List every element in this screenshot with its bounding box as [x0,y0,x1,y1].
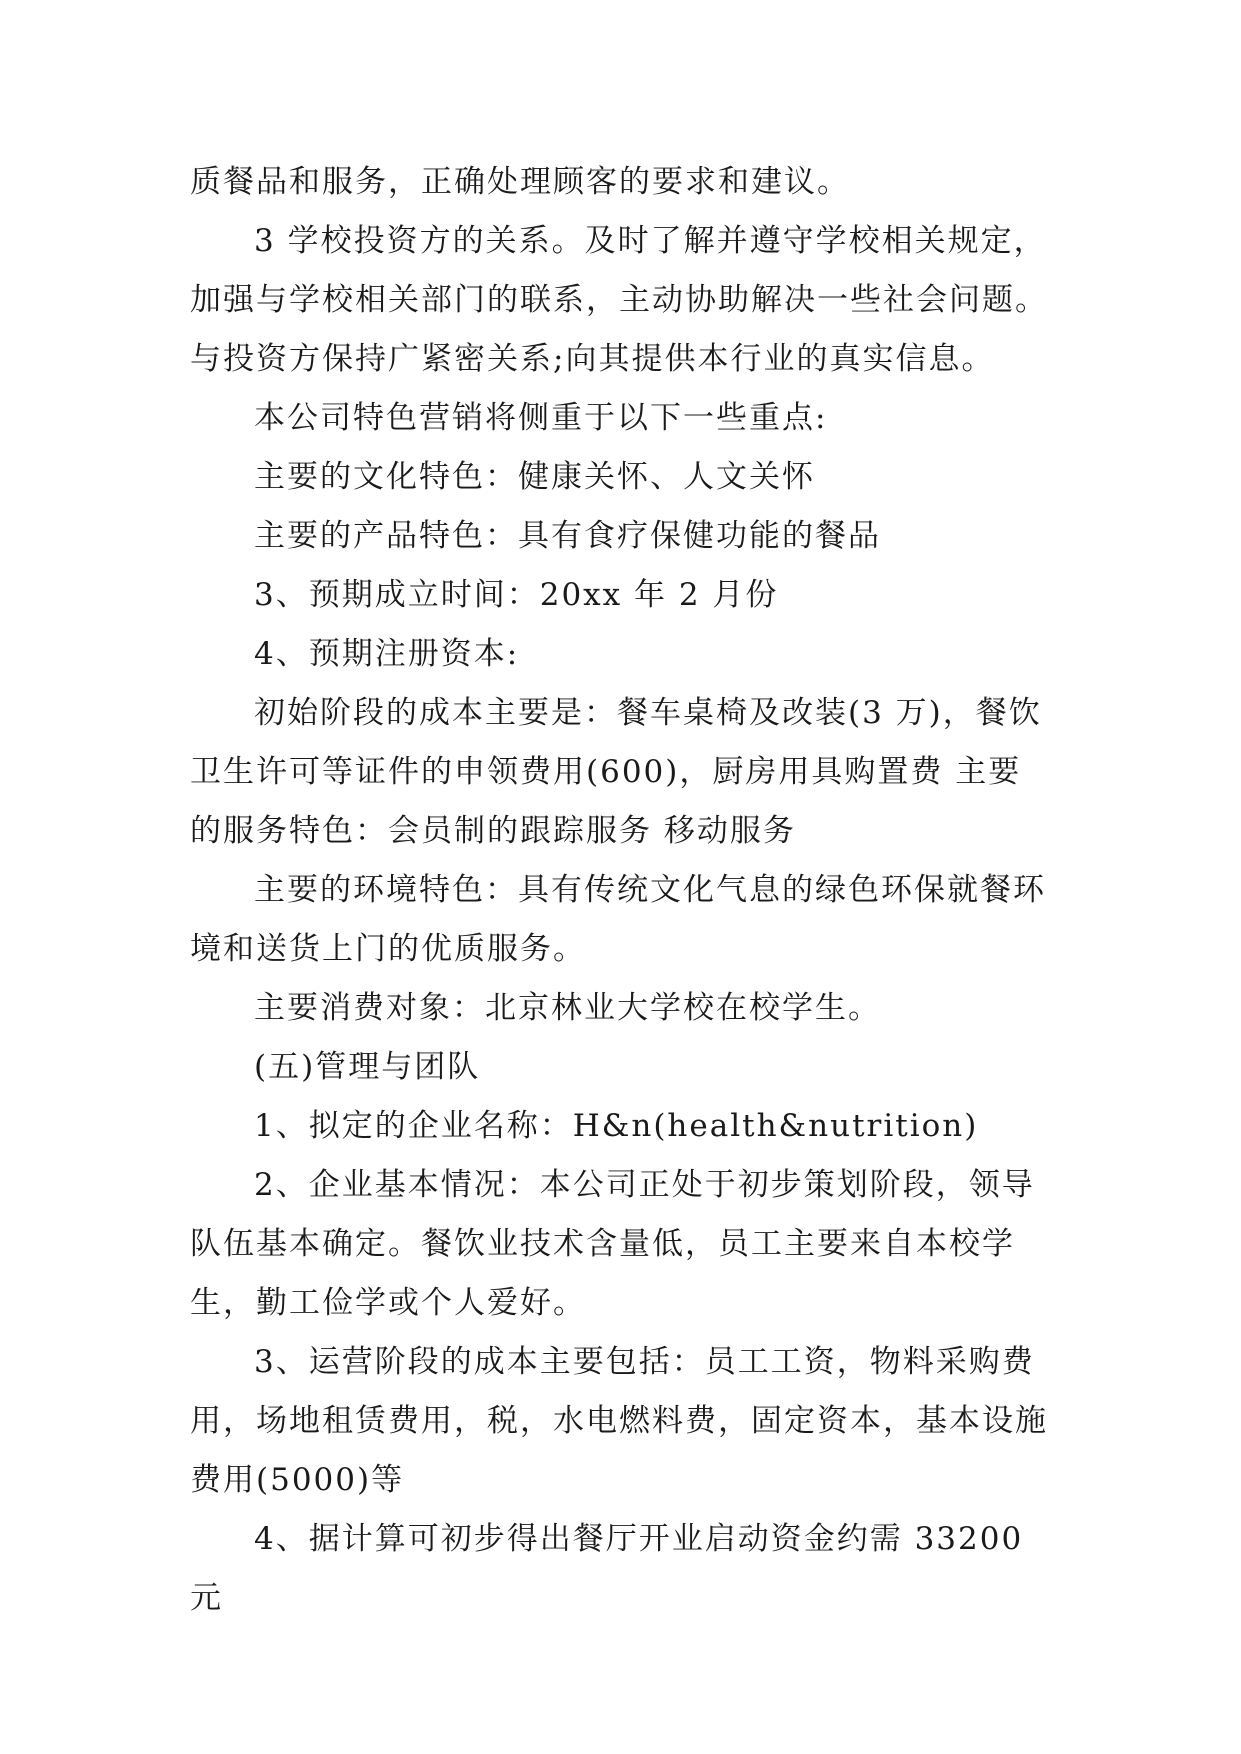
paragraph-3: 本公司特色营销将侧重于以下一些重点: [254,400,828,436]
section-heading: (五)管理与团队 [254,1049,481,1085]
paragraph-10: 主要消费对象：北京林业大学校在校学生。 [254,990,881,1026]
paragraph-1: 质餐品和服务，正确处理顾客的要求和建议。 [190,164,850,200]
paragraph-4: 主要的文化特色：健康关怀、人文关怀 [254,459,815,495]
document-body [190,153,1050,1628]
paragraph-2: 3 学校投资方的关系。及时了解并遵守学校相关规定，加强与学校相关部门的联系，主动协助解决一些社会问题。与投资方保持广紧密关系;向其提供本行业的真实信息。 [190,223,1048,377]
paragraph-6: 3、预期成立时间：20xx 年 2 月份 [254,577,779,613]
paragraph-15: 4、据计算可初步得出餐厅开业启动资金约需 33200 元 [190,1521,1024,1616]
paragraph-5: 主要的产品特色：具有食疗保健功能的餐品 [254,518,881,554]
paragraph-14: 3、运营阶段的成本主要包括：员工工资，物料采购费用，场地租赁费用，税，水电燃料费，固定资本，基本设施费用(5000)等 [190,1344,1048,1498]
paragraph-7: 4、预期注册资本: [254,636,520,672]
paragraph-13: 2、企业基本情况：本公司正处于初步策划阶段，领导队伍基本确定。餐饮业技术含量低，员工主要来自本校学生，勤工俭学或个人爱好。 [190,1167,1035,1321]
paragraph-8: 初始阶段的成本主要是：餐车桌椅及改装(3 万)，餐饮卫生许可等证件的申领费用(600)，厨房用具购置费 主要的服务特色：会员制的跟踪服务 移动服务 [190,695,1042,849]
paragraph-12: 1、拟定的企业名称：H&n(health&nutrition) [254,1108,979,1144]
paragraph-9: 主要的环境特色：具有传统文化气息的绿色环保就餐环境和送货上门的优质服务。 [190,872,1046,967]
